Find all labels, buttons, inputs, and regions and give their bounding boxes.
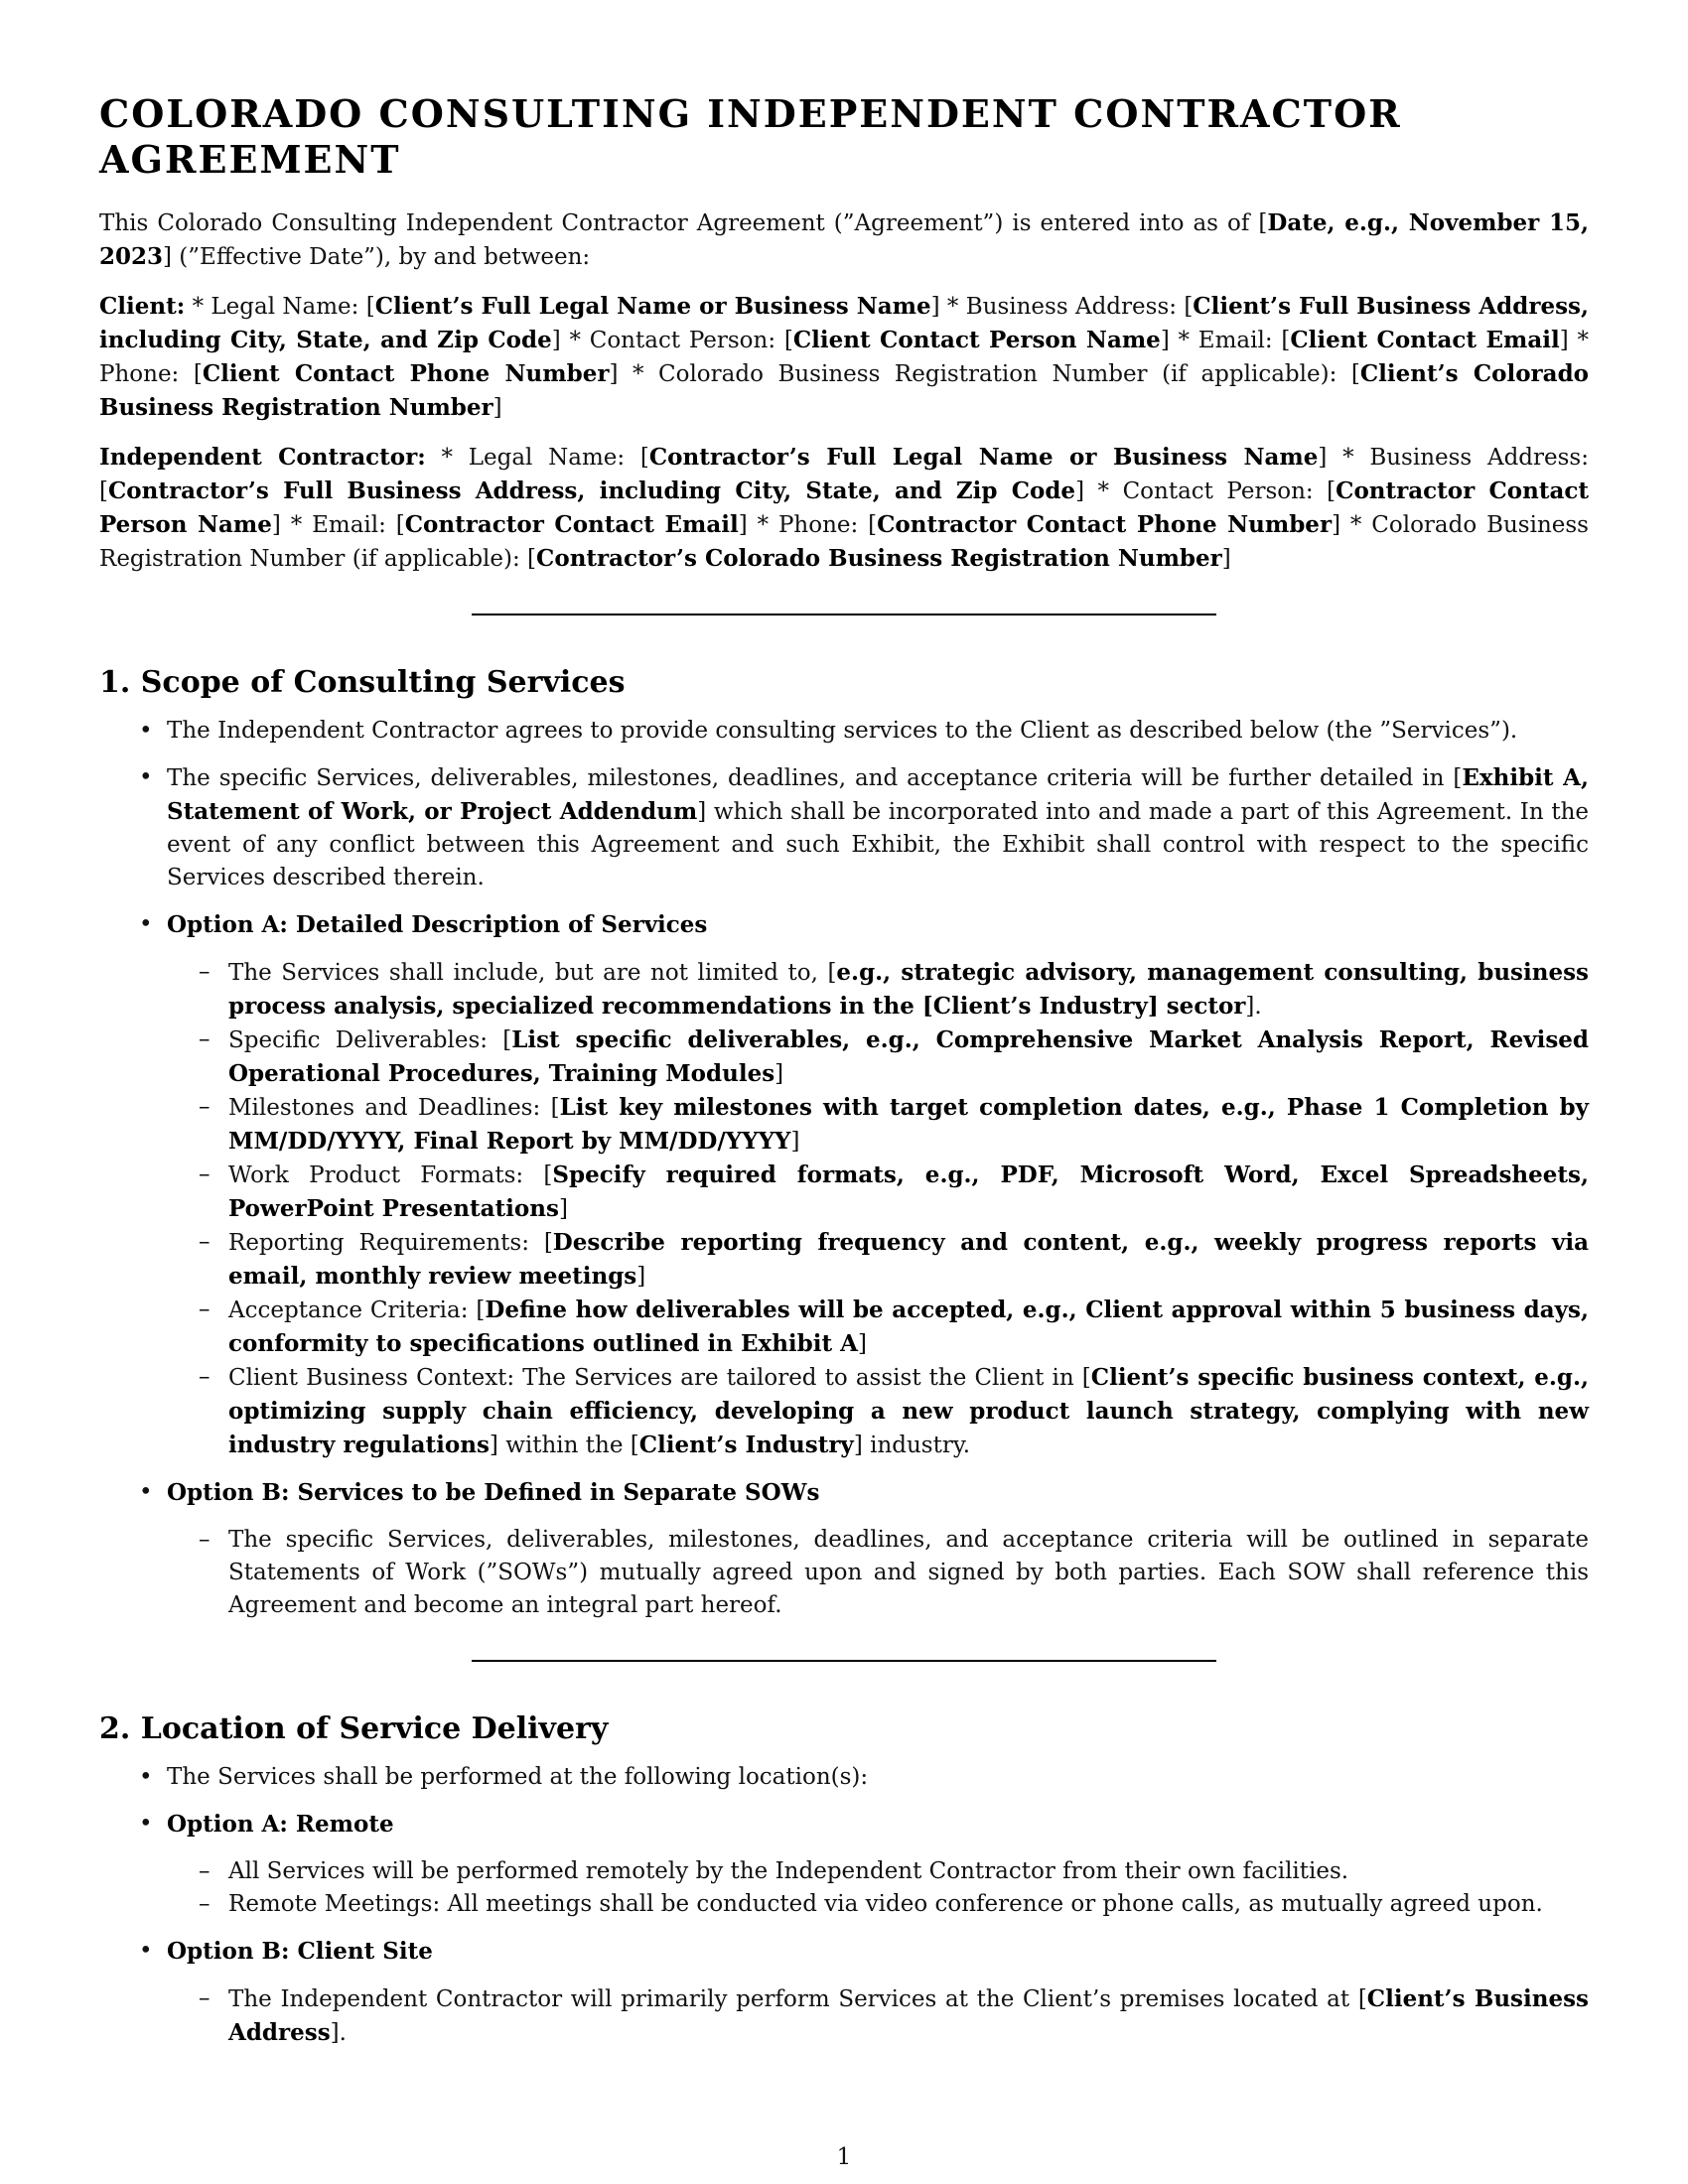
list-item: [167, 1226, 1589, 1294]
contractor-contact: Contractor Contact Person Name: [99, 478, 1589, 538]
option-a-list: [167, 956, 1589, 1462]
list-item: [167, 1091, 1589, 1159]
section-2-list: [99, 1761, 1589, 2050]
list-item: [167, 1294, 1589, 1361]
formats-placeholder: Specify required formats, e.g., PDF, Microsoft Word, Excel Spreadsheets, PowerPoint Presentations: [228, 1161, 1590, 1222]
client-legal-label: * Legal Name: [: [185, 294, 375, 320]
client-phone: Client Contact Phone Number: [202, 360, 610, 387]
business-context-placeholder: Client’s specific business context, e.g., optimizing supply chain efficiency, developing a new product launch strategy, complying with new industry regulations: [228, 1364, 1589, 1458]
option-b-heading: Option B: Client Site: [167, 1938, 433, 1965]
list-item: [167, 1888, 1589, 1921]
client-address-placeholder: Client’s Business Address: [228, 1985, 1589, 2046]
client-block: [99, 290, 1589, 425]
item-label: Specific Deliverables: [: [228, 1027, 512, 1053]
contractor-phone-label: ] * Phone: [: [738, 512, 878, 538]
contractor-end: ]: [1221, 546, 1231, 572]
list-item: [167, 956, 1589, 1024]
client-end: ]: [492, 395, 502, 421]
list-item: [167, 1982, 1589, 2050]
intro-paragraph: [99, 206, 1589, 274]
page-number: 1: [836, 2144, 852, 2170]
client-email-label: ] * Email: [: [1160, 328, 1291, 353]
item-end: ]: [558, 1196, 568, 1222]
sow-text: The specific Services, deliverables, milestones, deadlines, and acceptance criteria will be outlined in separate Statements of Work (”SOWs”) mutually agreed upon and signed by both parties. Each SOW shall reference this Agreement and become an integral part hereof.: [228, 1527, 1589, 1618]
list-item: [167, 1024, 1589, 1091]
effective-date-placeholder: Date, e.g., November 15, 2023: [99, 209, 1590, 270]
list-item: [167, 1159, 1589, 1226]
contractor-email: Contractor Contact Email: [404, 511, 739, 538]
contractor-legal-label: * Legal Name: [: [425, 445, 649, 471]
contractor-address-label: ] * Business Address: [: [99, 445, 1589, 504]
client-heading: Client:: [99, 293, 186, 320]
acceptance-placeholder: Define how deliverables will be accepted, e.g., Client approval within 5 business days, conformity to specifications outlined in Exhibit A: [228, 1297, 1589, 1357]
list-item: [99, 761, 1589, 894]
exhibit-text-end: ] which shall be incorporated into and made a part of this Agreement. In the event of any conflict between this Agreement and such Exhibit, the Exhibit shall control with respect to the specific Services described therein.: [167, 799, 1590, 890]
services-placeholder: e.g., strategic advisory, management consulting, business process analysis, specialized recommendations in the [: [228, 959, 1589, 1020]
client-contact: Client Contact Person Name: [792, 327, 1161, 353]
item-label: Acceptance Criteria: [: [228, 1297, 486, 1323]
contractor-address: Contractor’s Full Business Address, including City, State, and Zip Code: [107, 478, 1076, 504]
contractor-registration-number: Contractor’s Colorado Business Registration Number: [536, 545, 1222, 572]
contractor-legal-name: Contractor’s Full Legal Name or Business Name: [648, 444, 1319, 471]
client-contact-label: ] * Contact Person: [: [551, 328, 793, 353]
item-label: Milestones and Deadlines: [: [228, 1095, 560, 1121]
intro-text: This Colorado Consulting Independent Contractor Agreement (”Agreement”) is entered into as of [: [99, 210, 1268, 236]
item-label: Reporting Requirements: [: [228, 1230, 553, 1256]
contractor-phone: Contractor Contact Phone Number: [877, 511, 1333, 538]
item-label: Client Business Context: The Services are tailored to assist the Client in [: [228, 1365, 1091, 1391]
client-reg-label: ] * Colorado Business Registration Number (if applicable): [: [609, 361, 1360, 387]
item-end: ]: [774, 1061, 784, 1087]
list-item: [99, 1761, 1589, 1794]
industry-placeholder: Client’s Industry: [932, 993, 1148, 1020]
item-end: ] industry.: [853, 1433, 971, 1458]
document-title: COLORADO CONSULTING INDEPENDENT CONTRACTOR AGREEMENT: [99, 91, 1402, 182]
client-site-text: The Independent Contractor will primarily perform Services at the Client’s premises located at [: [228, 1986, 1367, 2012]
contractor-email-label: ] * Email: [: [271, 512, 405, 538]
deliverables-placeholder: List specific deliverables, e.g., Comprehensive Market Analysis Report, Revised Operational Procedures, Training Modules: [228, 1026, 1589, 1087]
remote-meetings-text: Remote Meetings: All meetings shall be conducted via video conference or phone calls, as mutually agreed upon.: [228, 1891, 1543, 1917]
section-1-heading: 1. Scope of Consulting Services: [99, 665, 626, 700]
client-address-label: ] * Business Address: [: [930, 294, 1194, 320]
item-text: The Services shall include, but are not limited to, [: [228, 960, 837, 986]
item-label: Work Product Formats: [: [228, 1162, 553, 1188]
option-b-list: [167, 1524, 1589, 1622]
list-item: [99, 715, 1589, 748]
client-phone-label: ] * Phone: [: [99, 328, 1589, 387]
item-end: ]: [636, 1264, 646, 1290]
intro-text-end: ] (”Effective Date”), by and between:: [163, 244, 591, 270]
industry-placeholder: Client’s Industry: [638, 1432, 854, 1458]
item-text: ] within the [: [489, 1433, 639, 1458]
list-item: [167, 1855, 1589, 1888]
list-item: [167, 1361, 1589, 1462]
services-intro: The Independent Contractor agrees to provide consulting services to the Client as described below (the ”Services”).: [167, 718, 1518, 744]
item-end: ].: [330, 2020, 347, 2046]
exhibit-placeholder: Exhibit A, Statement of Work, or Project Addendum: [167, 764, 1589, 825]
option-a-heading: Option A: Remote: [167, 1811, 394, 1838]
client-legal-name: Client’s Full Legal Name or Business Name: [374, 293, 931, 320]
option-a-heading: Option A: Detailed Description of Services: [167, 911, 708, 938]
horizontal-rule: [472, 614, 1216, 615]
document-page: [99, 91, 1589, 2064]
exhibit-text: The specific Services, deliverables, milestones, deadlines, and acceptance criteria will be further detailed in [: [167, 765, 1463, 791]
client-registration-number: Client’s Colorado Business Registration Number: [99, 360, 1589, 421]
list-item: [99, 1476, 1589, 1622]
item-end: ]: [790, 1129, 800, 1155]
location-intro: The Services shall be performed at the following location(s):: [167, 1764, 869, 1790]
item-end: ]: [857, 1331, 867, 1357]
remote-text: All Services will be performed remotely by the Independent Contractor from their own facilities.: [228, 1858, 1349, 1884]
reporting-placeholder: Describe reporting frequency and content, e.g., weekly progress reports via email, monthly review meetings: [228, 1229, 1589, 1290]
option-a-list: [167, 1855, 1589, 1921]
contractor-contact-label: ] * Contact Person: [: [1075, 478, 1336, 504]
list-item: [99, 1935, 1589, 2050]
list-item: [99, 908, 1589, 1462]
contractor-block: [99, 441, 1589, 576]
list-item: [99, 1808, 1589, 1921]
section-2-heading: 2. Location of Service Delivery: [99, 1711, 609, 1746]
client-email: Client Contact Email: [1290, 327, 1560, 353]
contractor-reg-label: ] * Colorado Business Registration Number (if applicable): [: [99, 512, 1589, 572]
milestones-placeholder: List key milestones with target completion dates, e.g., Phase 1 Completion by MM/DD/YYYY, Final Report by MM/DD/YYYY: [228, 1094, 1589, 1155]
client-address: Client’s Full Business Address, including City, State, and Zip Code: [99, 293, 1589, 353]
horizontal-rule: [472, 1660, 1216, 1662]
option-b-heading: Option B: Services to be Defined in Separate SOWs: [167, 1479, 820, 1506]
list-item: [167, 1524, 1589, 1622]
option-b-list: [167, 1982, 1589, 2050]
contractor-heading: Independent Contractor:: [99, 444, 426, 471]
section-1-list: [99, 715, 1589, 1622]
item-end: ].: [1245, 994, 1262, 1020]
sector-text: ] sector: [1147, 993, 1246, 1020]
